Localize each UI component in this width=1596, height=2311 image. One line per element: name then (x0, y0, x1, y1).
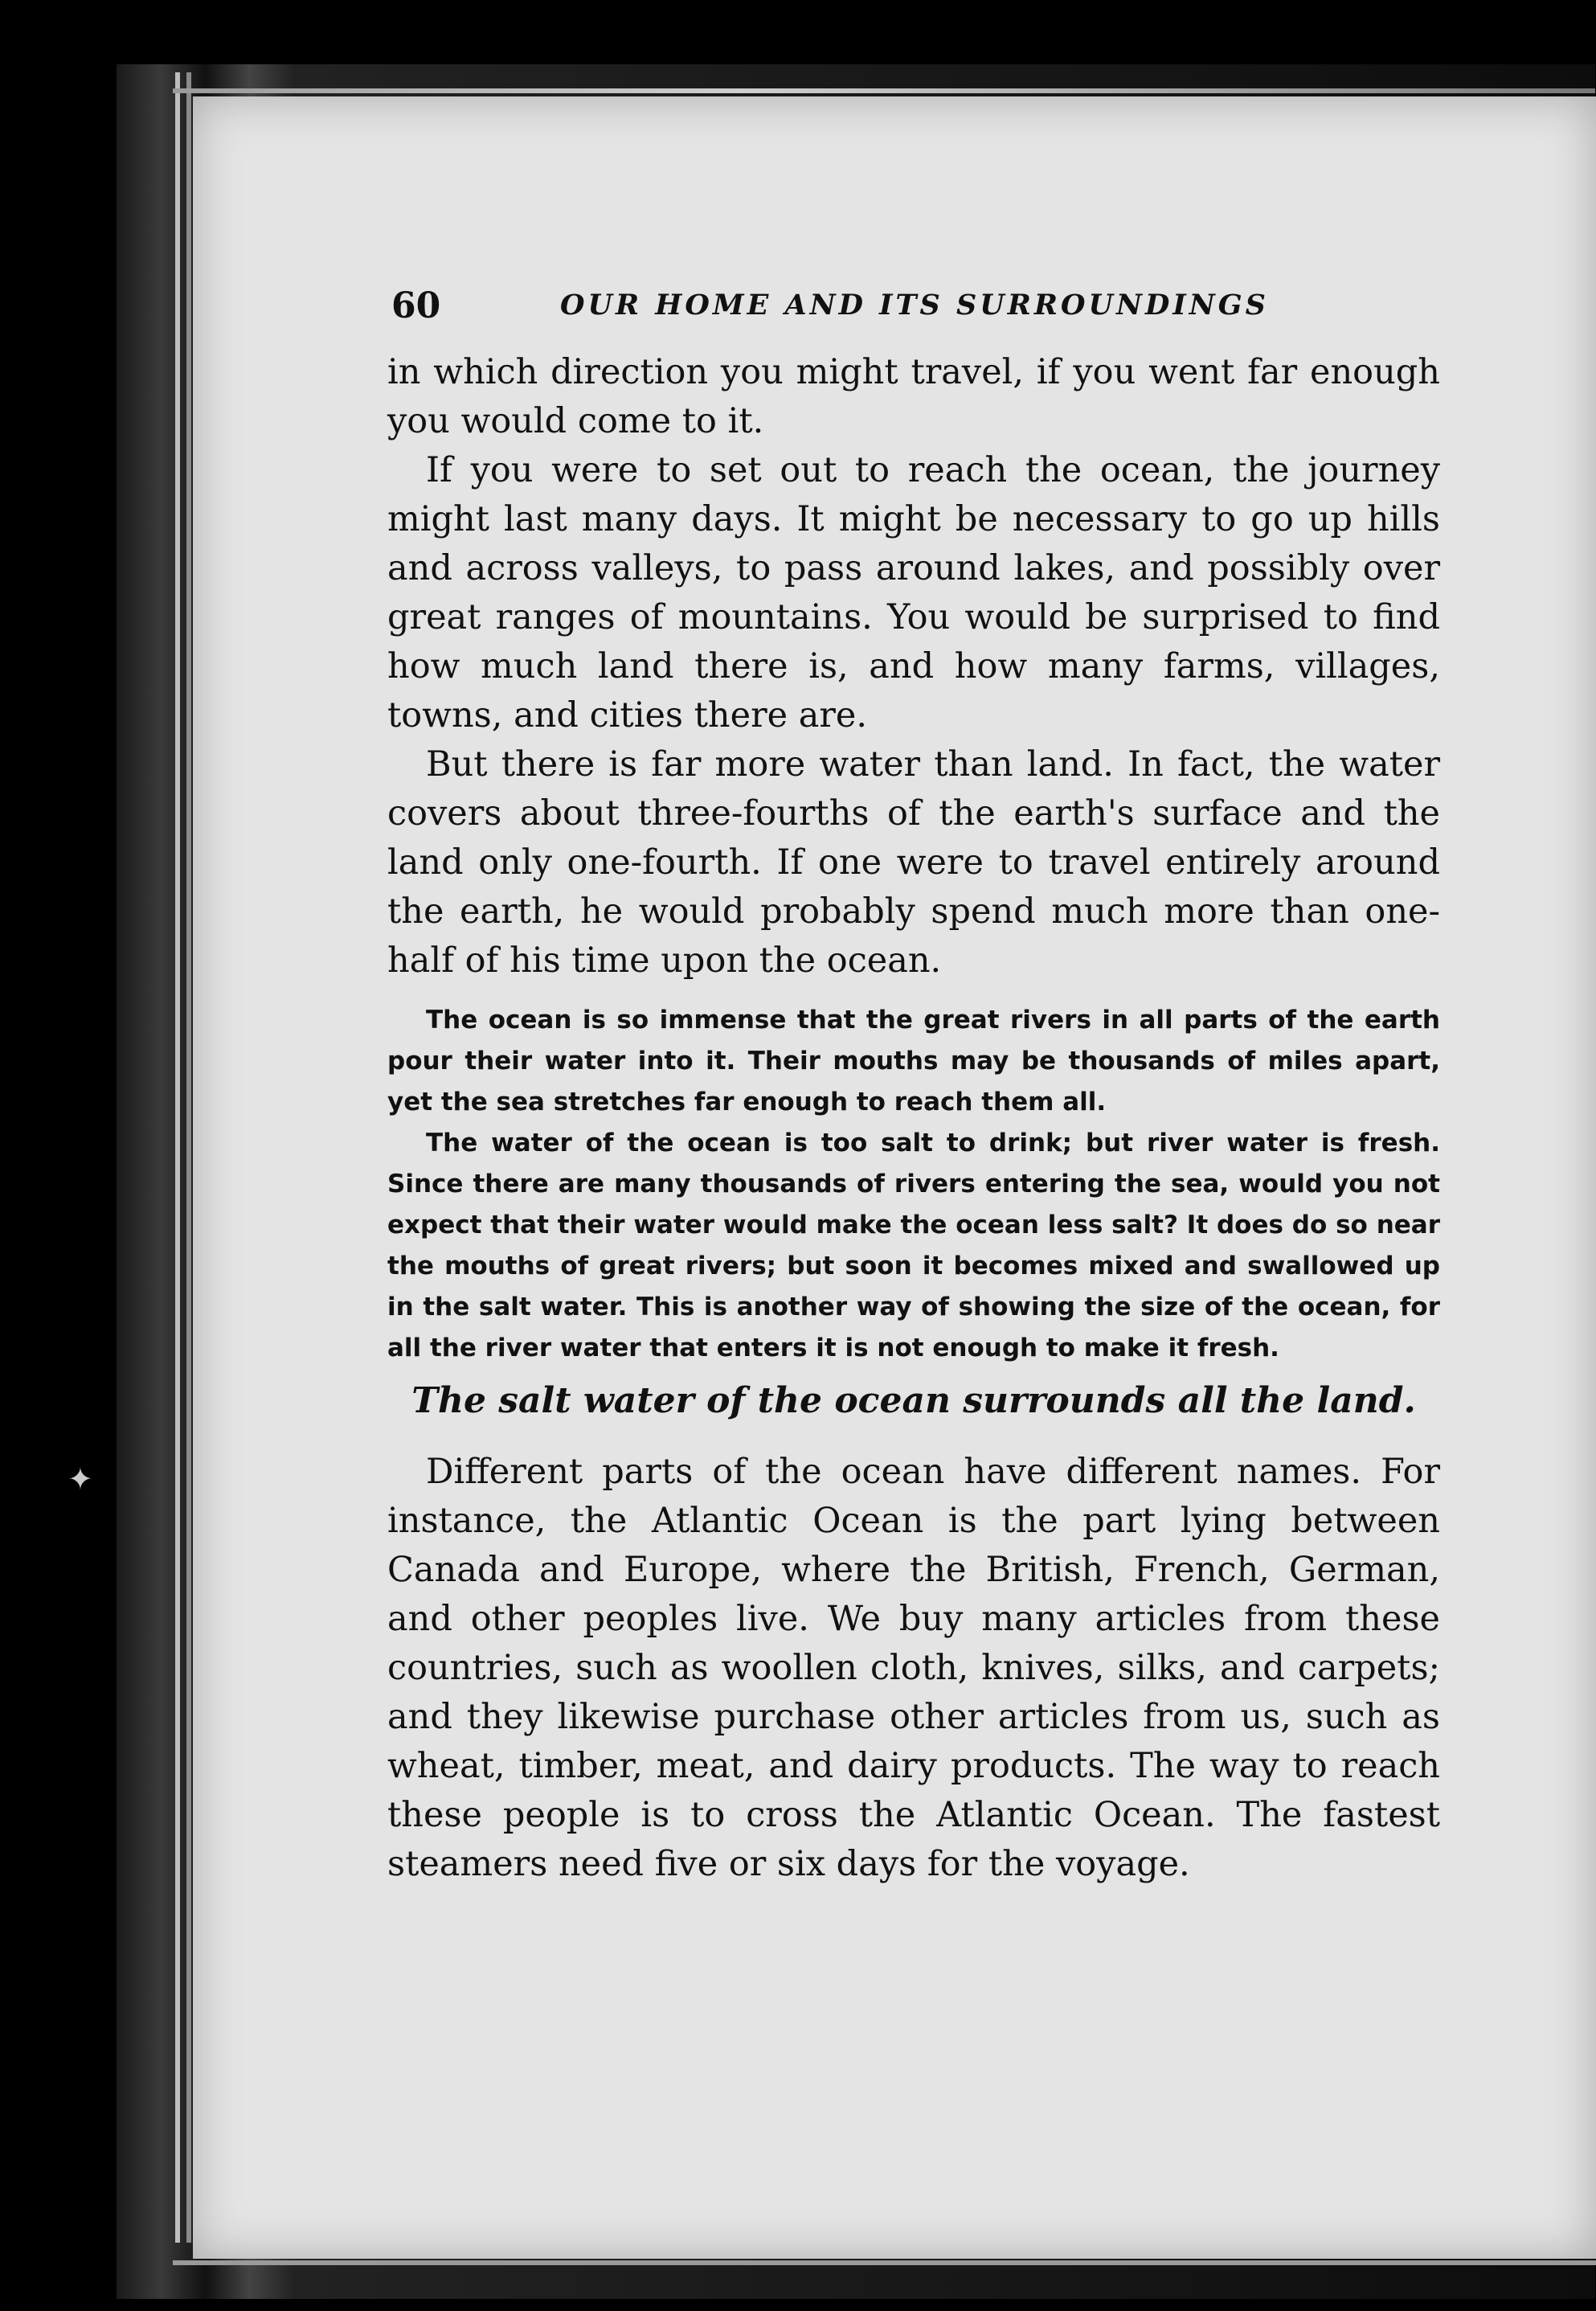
page-number: 60 (391, 285, 441, 326)
page-top-edge (173, 88, 1595, 93)
small-paragraph-rivers: The ocean is so immense that the great rivers in all parts of the earth pour their water into it. Their mouths may be thousands of miles apart, yet the sea stretches far enough to reach them all. (387, 1006, 1440, 1117)
running-title: OUR HOME AND ITS SURROUNDINGS (560, 289, 1269, 322)
summary-statement: The salt water of the ocean surrounds all the land. (411, 1380, 1416, 1421)
page-content (387, 285, 1440, 1889)
page-bottom-edge (173, 2260, 1596, 2265)
paragraph-continued: in which direction you might travel, if you went far enough you would come to it. (387, 352, 1440, 441)
page-edge-line (175, 72, 180, 2243)
scan-artifact-mark: ✦ (68, 1461, 93, 1497)
small-print-block (387, 1000, 1440, 1369)
paragraph-water-land: But there is far more water than land. In fact, the water covers about three-fourths of the earth's surface and the land only one-fourth. If one were to travel entirely around the earth, he would probably spend much more than one-half of his time upon the ocean. (387, 744, 1440, 981)
paragraph-ocean-names: Different parts of the ocean have different names. For instance, the Atlantic Ocean is the part lying between Canada and Europe, where the British, French, German, and other peoples live. We buy many articles from these countries, such as woollen cloth, knives, silks, and carpets; and they likewise purchase other articles from us, such as wheat, timber, meat, and dairy products. The way to reach these people is to cross the Atlantic Ocean. The fastest steamers need five or six days for the voyage. (387, 1452, 1440, 1884)
small-paragraph-salt: The water of the ocean is too salt to drink; but river water is fresh. Since there are many thousands of rivers entering the sea, would you not expect that their water would make the ocean less salt? It does do so near the mouths of great rivers; but soon it becomes mixed and swallowed up in the salt water. This is another way of showing the size of the ocean, for all the river water that enters it is not enough to make it fresh. (387, 1129, 1440, 1362)
running-head (387, 285, 1440, 342)
paragraph-journey: If you were to set out to reach the ocean, the journey might last many days. It might be necessary to go up hills and across valleys, to pass around lakes, and possibly over great ranges of mountains. You would be surprised to find how much land there is, and how many farms, villages, towns, and cities there are. (387, 450, 1440, 736)
page-edge-line (186, 72, 191, 2243)
